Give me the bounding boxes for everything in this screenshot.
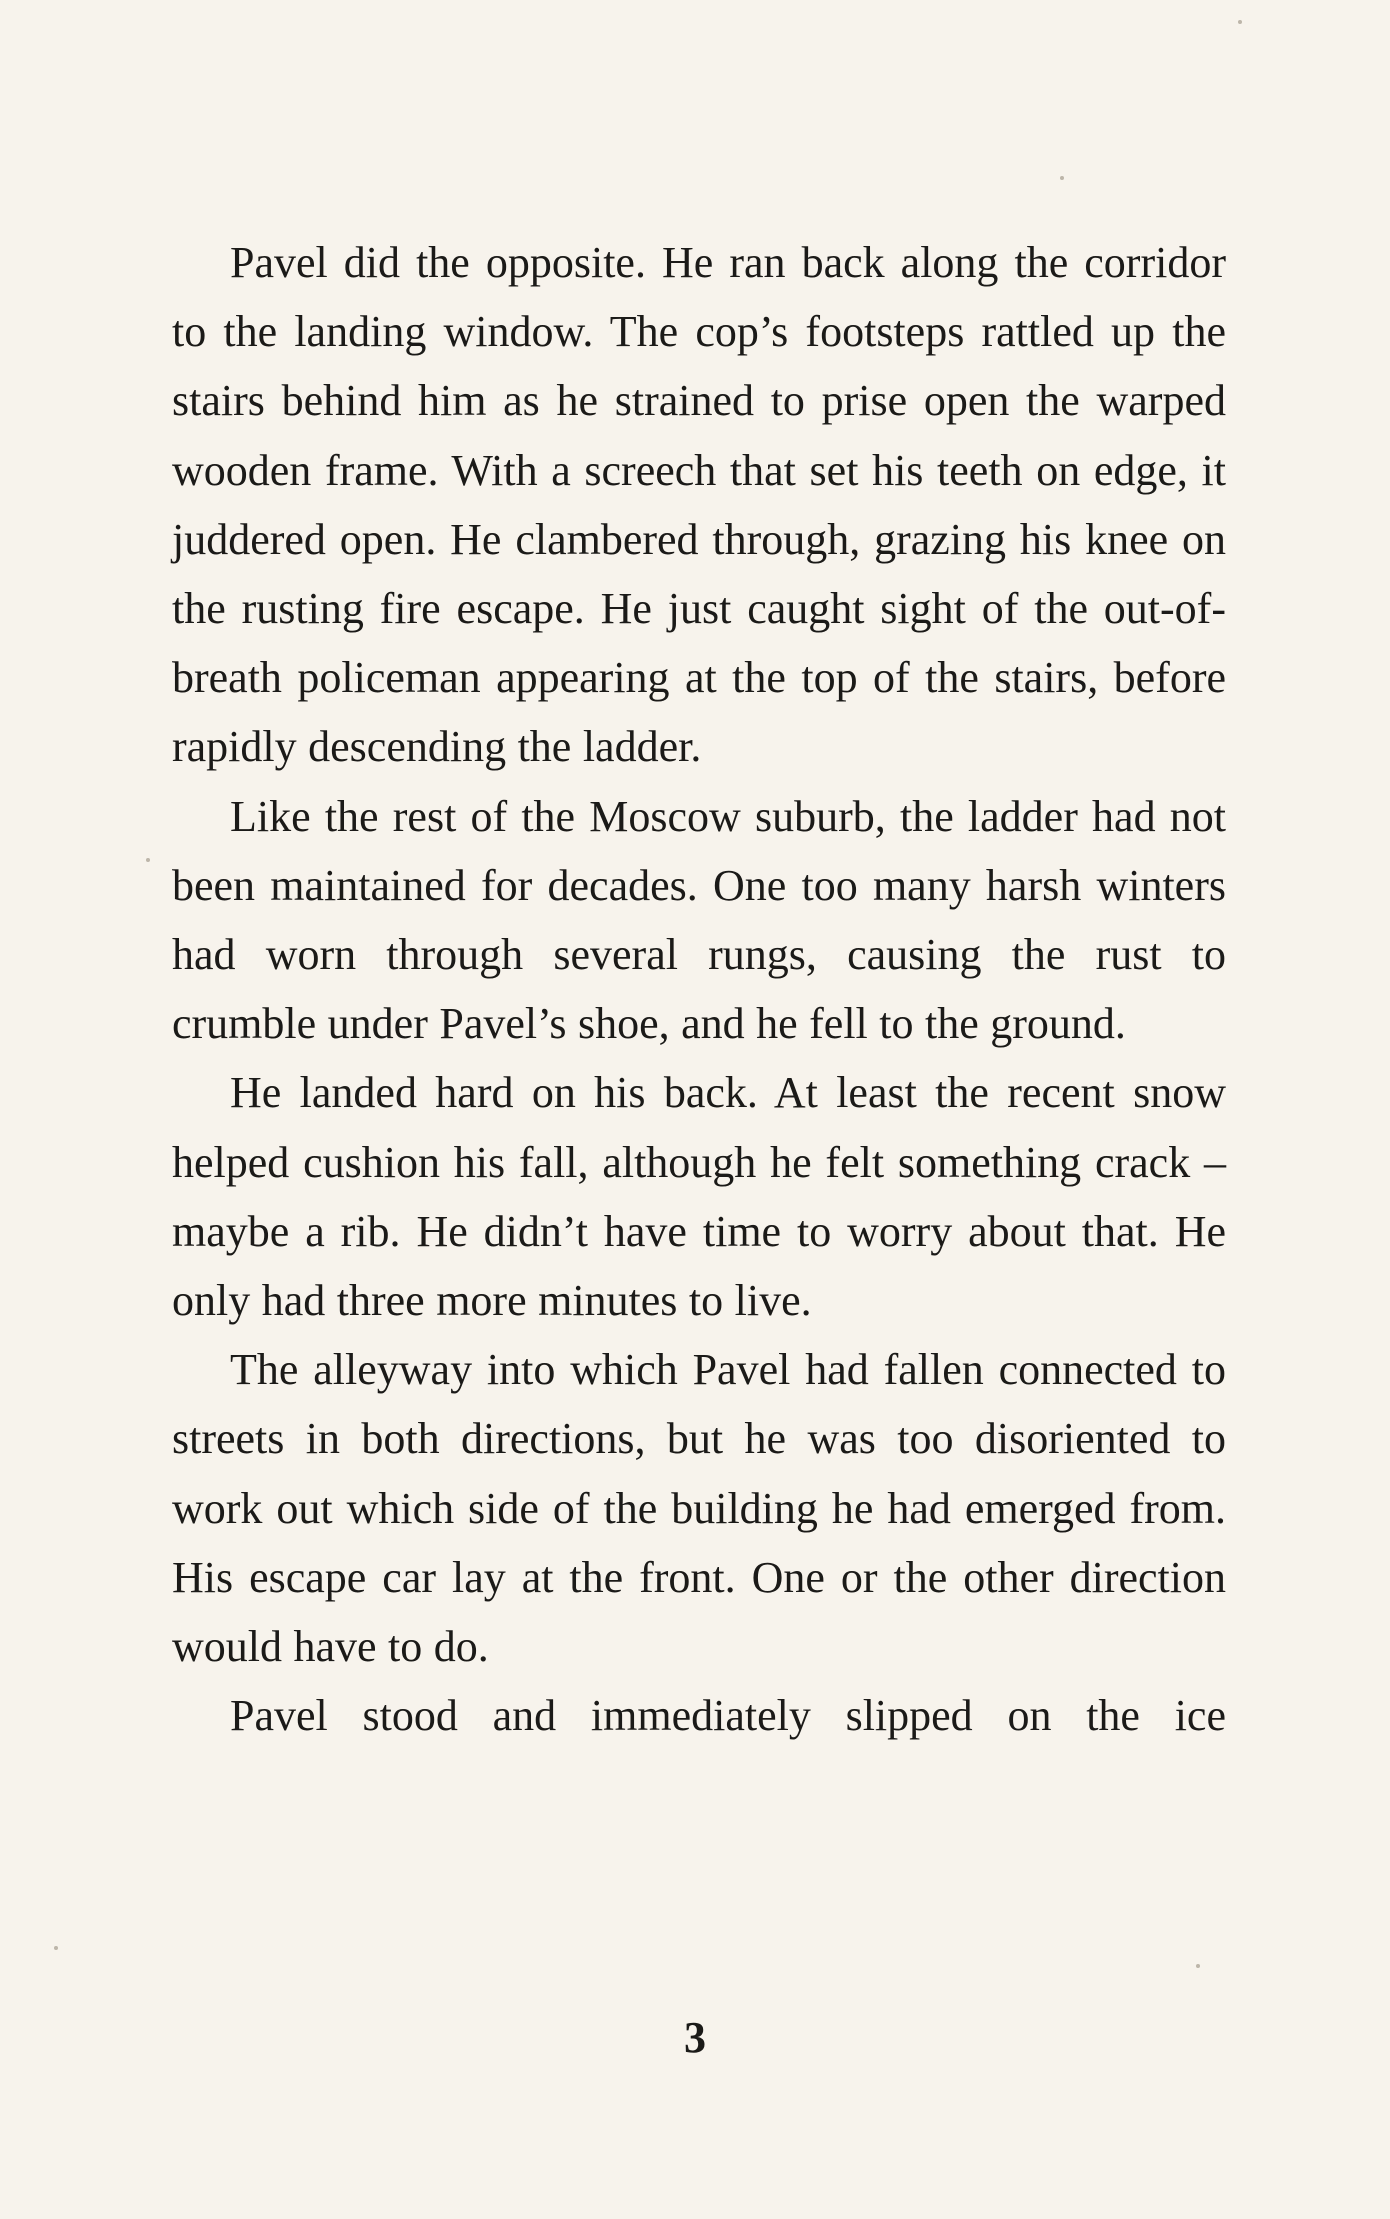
paper-speck xyxy=(1196,1964,1200,1968)
paragraph: Like the rest of the Moscow suburb, the ladder had not been maintained for decades. One too many harsh winters had worn through several rungs, causing the rust to crumble under Pavel’s shoe, and he fell to the ground. xyxy=(172,791,1226,1049)
paragraph: Pavel stood and immediately slipped on the ice xyxy=(230,1691,1226,1741)
paragraph: He landed hard on his back. At least the recent snow helped cushion his fall, although he felt something crack – maybe a rib. He didn’t have time to worry about that. He only had three more minutes to live. xyxy=(172,1068,1226,1326)
paper-speck xyxy=(1238,20,1242,24)
body-text xyxy=(172,228,1226,1750)
page-number: 3 xyxy=(684,2013,706,2062)
paragraph: The alleyway into which Pavel had fallen connected to streets in both directions, but he was too disoriented to work out which side of the building he had emerged from. His escape car lay at the front. One or the other direction would have to do. xyxy=(172,1345,1226,1672)
paragraph: Pavel did the opposite. He ran back along the corridor to the landing window. The cop’s footsteps rattled up the stairs behind him as he strained to prise open the warped wooden frame. With a screech that set his teeth on edge, it juddered open. He clambered through, grazing his knee on the rusting fire escape. He just caught sight of the out-of-breath policeman appearing at the top of the stairs, before rapidly descending the ladder. xyxy=(172,238,1226,772)
paper-speck xyxy=(1060,176,1064,180)
paper-speck xyxy=(146,858,150,862)
paper-speck xyxy=(54,1946,58,1950)
